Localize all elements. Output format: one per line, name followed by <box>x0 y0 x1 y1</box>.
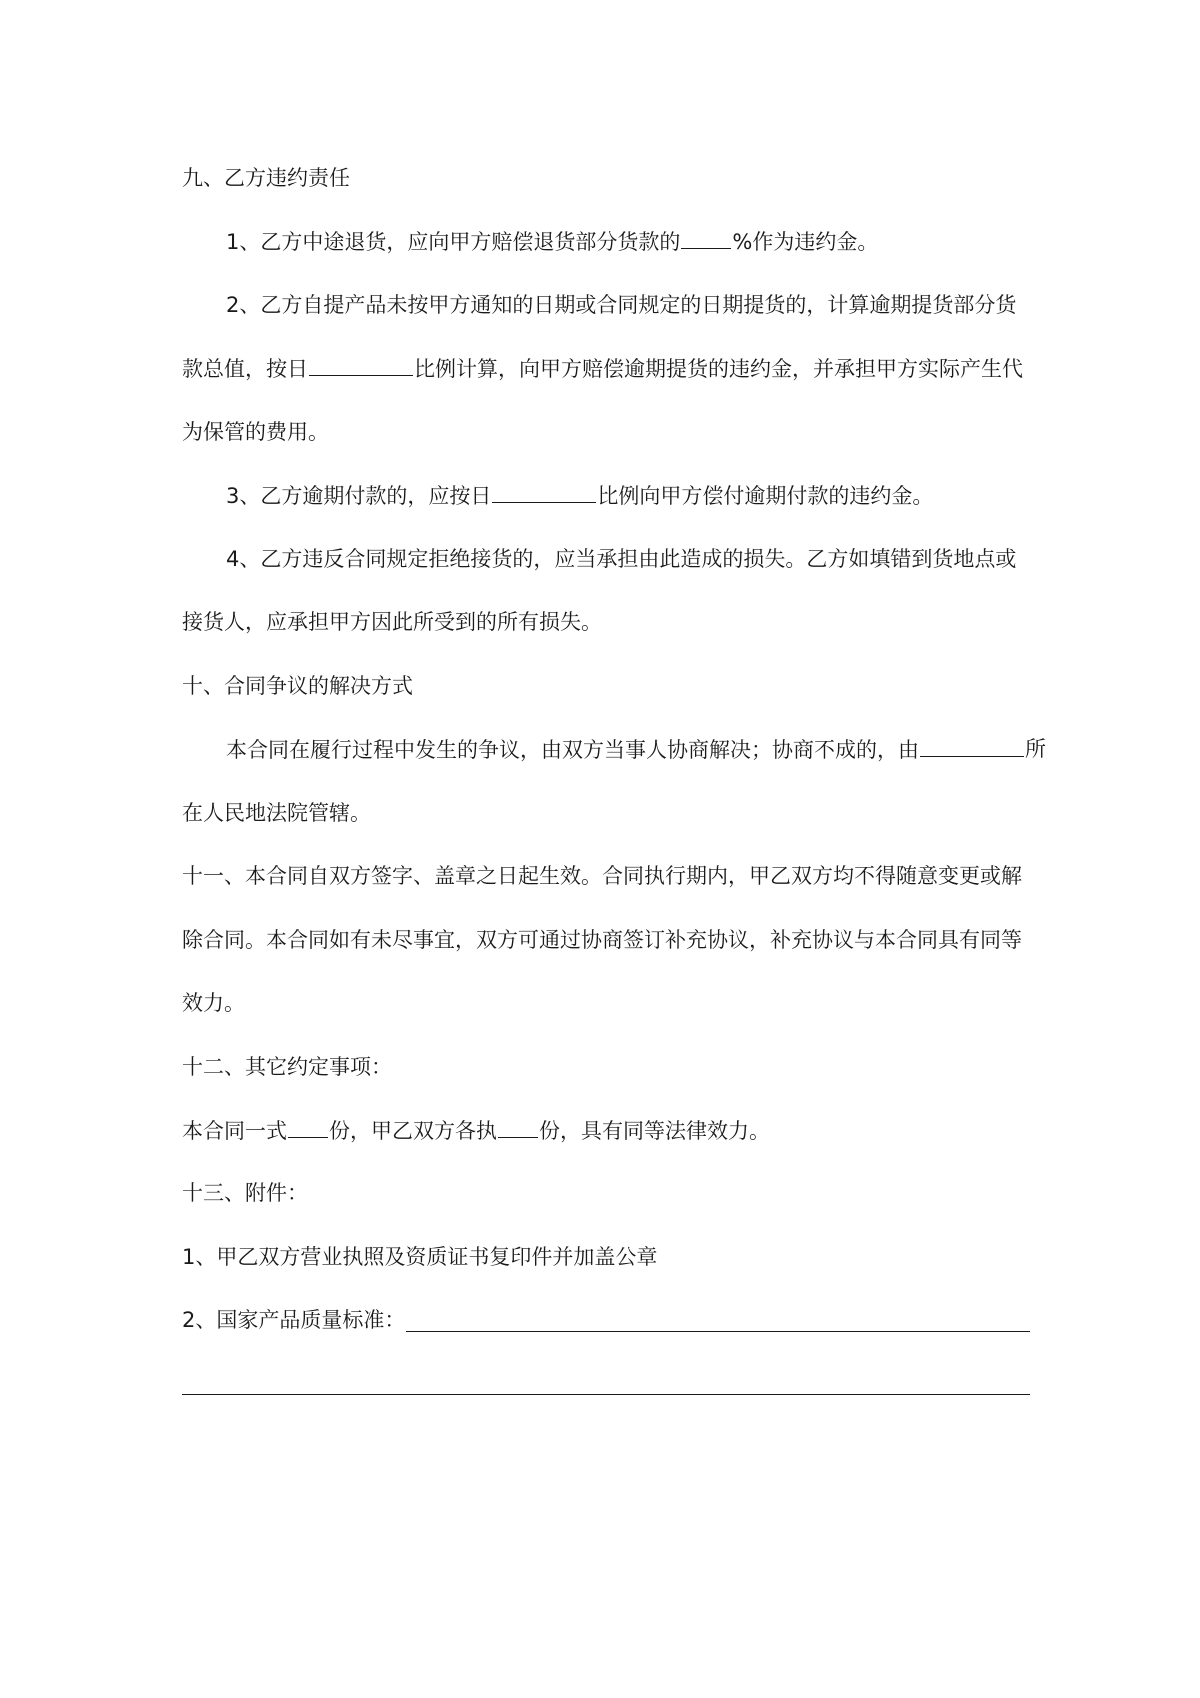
section-13-item-2: 2、国家产品质量标准： <box>182 1308 406 1332</box>
section-9-item-2-line-3: 为保管的费用。 <box>182 420 329 444</box>
section-9-item-4-line-2: 接货人，应承担甲方因此所受到的所有损失。 <box>182 610 602 634</box>
blank-field[interactable] <box>681 226 731 249</box>
quality-standard-blank-continued[interactable] <box>182 1394 1030 1395</box>
section-11-line-3: 效力。 <box>182 991 245 1015</box>
section-9-item-1: 1、乙方中途退货，应向甲方赔偿退货部分货款的 %作为违约金。 <box>226 226 1030 257</box>
section-12-heading: 十二、其它约定事项： <box>182 1055 392 1079</box>
section-13-heading: 十三、附件： <box>182 1181 308 1205</box>
blank-field[interactable] <box>309 353 413 376</box>
section-9-heading: 九、乙方违约责任 <box>182 166 350 190</box>
blank-field[interactable] <box>920 734 1024 757</box>
section-9-item-2-line-2: 款总值，按日 比例计算，向甲方赔偿逾期提货的违约金，并承担甲方实际产生代 <box>182 353 1030 384</box>
section-10-line-1: 本合同在履行过程中发生的争议，由双方当事人协商解决；协商不成的，由 所 <box>226 734 1030 765</box>
blank-field[interactable] <box>288 1115 328 1138</box>
section-11-line-2: 除合同。本合同如有未尽事宜，双方可通过协商签订补充协议，补充协议与本合同具有同等 <box>182 928 1022 952</box>
section-10-line-2: 在人民地法院管辖。 <box>182 801 371 825</box>
blank-field[interactable] <box>498 1115 538 1138</box>
section-11-line-1: 十一、本合同自双方签字、盖章之日起生效。合同执行期内，甲乙双方均不得随意变更或解 <box>182 864 1022 888</box>
section-9-item-4-line-1: 4、乙方违反合同规定拒绝接货的，应当承担由此造成的损失。乙方如填错到货地点或 <box>226 547 1017 571</box>
section-12-copies-line: 本合同一式 份，甲乙双方各执 份，具有同等法律效力。 <box>182 1115 1030 1146</box>
section-13-item-1: 1、甲乙双方营业执照及资质证书复印件并加盖公章 <box>182 1245 658 1269</box>
section-10-heading: 十、合同争议的解决方式 <box>182 674 413 698</box>
quality-standard-blank[interactable] <box>406 1331 1030 1332</box>
section-9-item-3: 3、乙方逾期付款的，应按日 比例向甲方偿付逾期付款的违约金。 <box>226 480 1030 511</box>
section-9-item-2-line-1: 2、乙方自提产品未按甲方通知的日期或合同规定的日期提货的，计算逾期提货部分货 <box>226 293 1017 317</box>
blank-field[interactable] <box>492 480 596 503</box>
